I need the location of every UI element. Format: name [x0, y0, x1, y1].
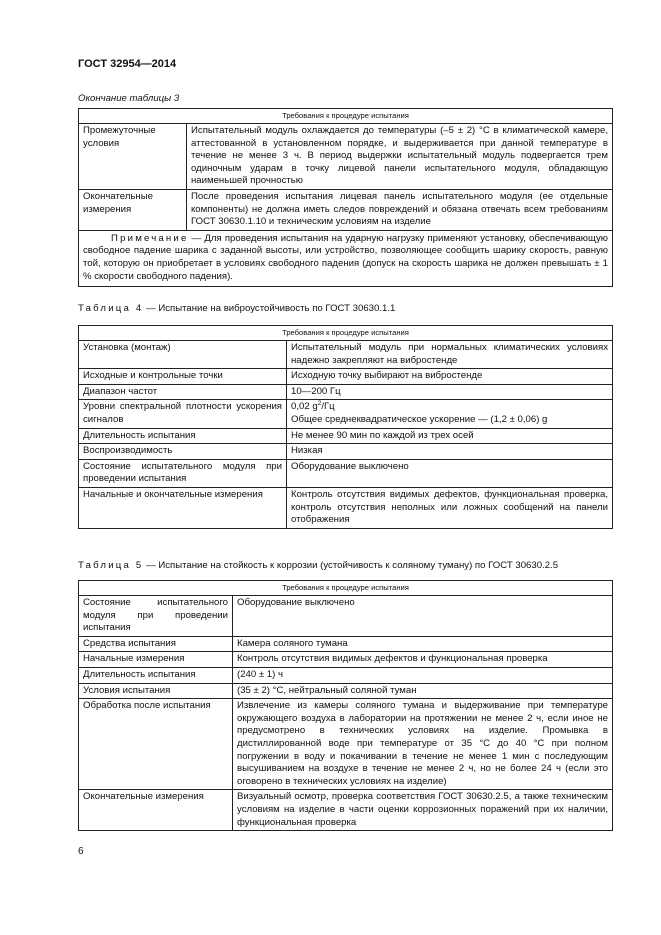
- row-label: Длительность испытания: [79, 428, 287, 444]
- row-label: Окончательные измерения: [79, 189, 187, 230]
- table5: [78, 580, 613, 831]
- row-value: Оборудование выключено: [233, 596, 613, 637]
- table3: [78, 108, 613, 287]
- row-label: Начальные и окончательные измерения: [79, 487, 287, 528]
- row-label: Состояние испытательного модуля при проведении испытания: [79, 459, 287, 487]
- table5-head: Требования к процедуре испытания: [79, 581, 613, 596]
- row-value: Контроль отсутствия видимых дефектов и функциональная проверка: [233, 652, 613, 668]
- table-row: [79, 444, 613, 460]
- row-value: Исходную точку выбирают на вибростенде: [287, 369, 613, 385]
- row-label: Окончательные измерения: [79, 790, 233, 831]
- table-row: [79, 699, 613, 790]
- note-text: — Для проведения испытания на ударную нагрузку применяют установку, обеспечивающую свободное падение шарика с заданной высоты, или устройство, позволяющее сообщить шарику скорость, равную той, которую он приобретает в условиях свободного падения (допуск на скорость шарика не должен превышать ± 1 % скорости свободного падения).: [83, 232, 608, 282]
- table3-note-row: [79, 230, 613, 286]
- table-row: [79, 596, 613, 637]
- page-number: 6: [78, 846, 84, 857]
- table5-caption-text: — Испытание на стойкость к коррозии (устойчивость к соляному туману) по ГОСТ 30630.2.5: [143, 560, 559, 571]
- table-row: [79, 790, 613, 831]
- table-row: [79, 683, 613, 699]
- row-label: Диапазон частот: [79, 384, 287, 400]
- table-row: [79, 487, 613, 528]
- row-label: Промежуточные условия: [79, 124, 187, 190]
- row-value: [287, 400, 613, 428]
- table4-head: Требования к процедуре испытания: [79, 326, 613, 341]
- note-label: Примечание: [111, 232, 189, 244]
- table-row: [79, 124, 613, 190]
- row-value: Низкая: [287, 444, 613, 460]
- standard-code: ГОСТ 32954—2014: [78, 58, 177, 70]
- row-value: Визуальный осмотр, проверка соответствия ГОСТ 30630.2.5, а также техническим условиям на изделие в части оценки коррозионных поражений при их наличии, функциональная проверка: [233, 790, 613, 831]
- row-label: Условия испытания: [79, 683, 233, 699]
- table3-note: [79, 230, 613, 286]
- psd-exponent: 2: [317, 400, 322, 408]
- table3-head-row: [79, 109, 613, 124]
- table4-caption-word: Таблица 4: [78, 303, 144, 314]
- table4: [78, 325, 613, 529]
- row-label: Состояние испытательного модуля при проведении испытания: [79, 596, 233, 637]
- row-label: Начальные измерения: [79, 652, 233, 668]
- table-row: [79, 667, 613, 683]
- row-value: Не менее 90 мин по каждой из трех осей: [287, 428, 613, 444]
- table4-caption-text: — Испытание на виброустойчивость по ГОСТ 30630.1.1: [143, 303, 396, 314]
- row-value: Оборудование выключено: [287, 459, 613, 487]
- table-row: [79, 652, 613, 668]
- row-label: Длительность испытания: [79, 667, 233, 683]
- table-row: [79, 384, 613, 400]
- row-label: Уровни спектральной плотности ускорения сигналов: [79, 400, 287, 428]
- row-label: Воспроизводимость: [79, 444, 287, 460]
- rms-acceleration: Общее среднеквадратическое ускорение — (1,2 ± 0,06) g: [291, 413, 548, 425]
- row-value: Камера соляного тумана: [233, 636, 613, 652]
- row-value: Испытательный модуль охлаждается до температуры (–5 ± 2) °С в климатической камере, аттестованной в установленном порядке, и выдерживается при данной температуре в течение не менее 3 ч. В период выдержки испытательный модуль подвергается трем одиночным ударам в точку лицевой панели испытательного модуля, обладающую наименьшей прочностью: [187, 124, 613, 190]
- table5-caption-word: Таблица 5: [78, 560, 144, 571]
- psd-unit: /Гц: [321, 401, 335, 413]
- row-value: Контроль отсутствия видимых дефектов, функциональная проверка, контроль отсутствия неполных или ложных сообщений на панели отображения: [287, 487, 613, 528]
- table-row: [79, 341, 613, 369]
- table-row: [79, 189, 613, 230]
- row-label: Установка (монтаж): [79, 341, 287, 369]
- table-row: [79, 428, 613, 444]
- table5-caption: [78, 560, 558, 573]
- row-value: (240 ± 1) ч: [233, 667, 613, 683]
- table-row: [79, 369, 613, 385]
- row-value: (35 ± 2) °С, нейтральный соляной туман: [233, 683, 613, 699]
- psd-value: 0,02 g: [291, 401, 318, 413]
- table3-head: Требования к процедуре испытания: [79, 109, 613, 124]
- table3-caption: Окончание таблицы 3: [78, 93, 180, 104]
- row-value: 10—200 Гц: [287, 384, 613, 400]
- table4-caption: [78, 303, 395, 316]
- row-value: Испытательный модуль при нормальных климатических условиях надежно закрепляют на вибростенде: [287, 341, 613, 369]
- table-row: [79, 459, 613, 487]
- row-value: После проведения испытания лицевая панель испытательного модуля (ее отдельные компоненты) не должна иметь следов повреждений и обязана отвечать всем требованиям ГОСТ 30630.1.10 и техническим условиям на изделие: [187, 189, 613, 230]
- row-value: Извлечение из камеры соляного тумана и выдерживание при температуре окружающего воздуха в лаборатории на протяжении не менее 2 ч, если иное не предусмотрено в технических условиях на изделие. Промывка в дистиллированной воде при температуре от 35 °С до 40 °С при полном погружении в воду и покачивании в течение не менее 1 мин с последующим высушиванием на воздухе в течение не менее 2 ч, но не более 24 ч (если это оговорено в технических условиях на изделие): [233, 699, 613, 790]
- table-row: [79, 636, 613, 652]
- row-label: Средства испытания: [79, 636, 233, 652]
- row-label: Обработка после испытания: [79, 699, 233, 790]
- row-label: Исходные и контрольные точки: [79, 369, 287, 385]
- table-row: [79, 400, 613, 428]
